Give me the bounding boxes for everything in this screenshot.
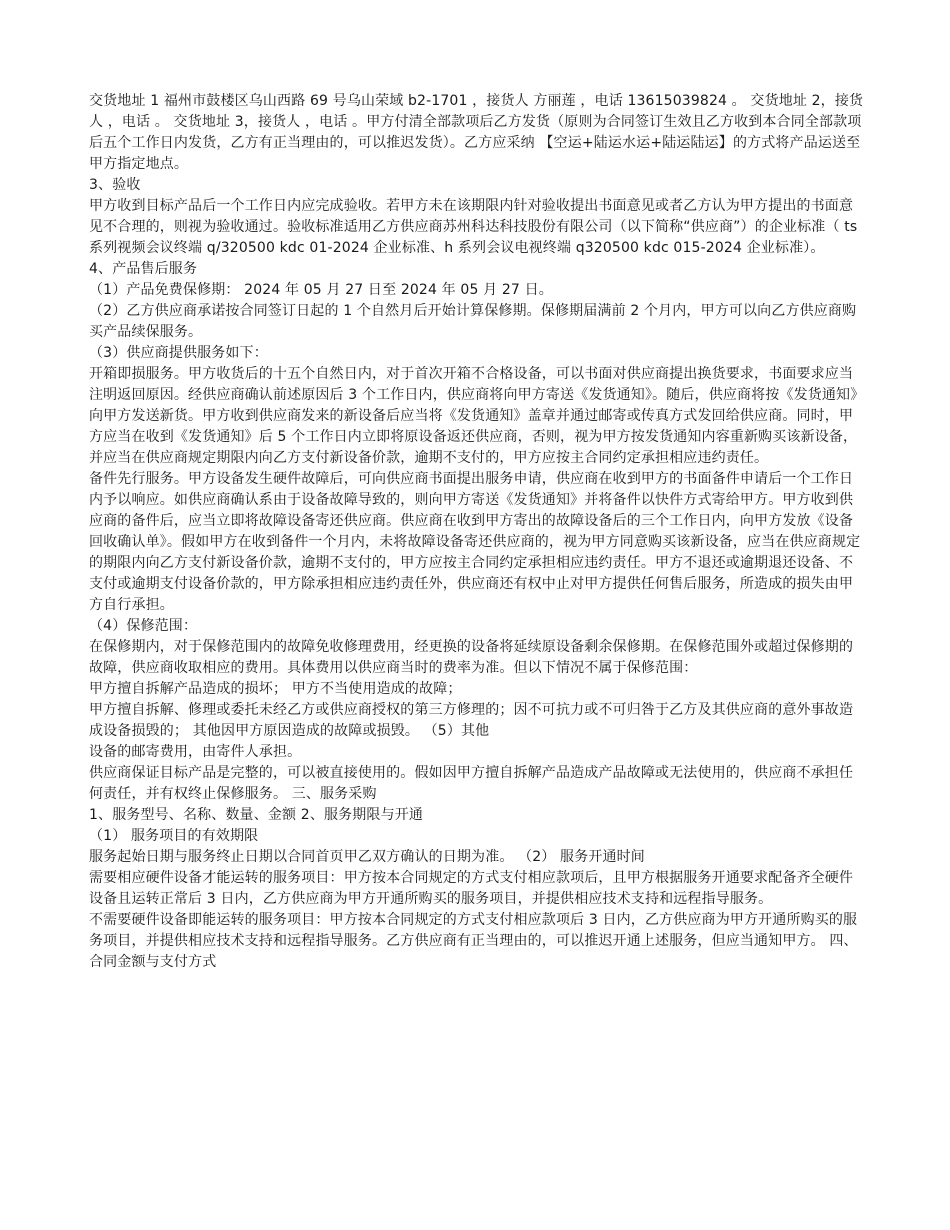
paragraph-warranty-period: （1）产品免费保修期： 2024 年 05 月 27 日至 2024 年 05 月 27 日。 (89, 282, 553, 298)
heading-acceptance: 3、验收 (89, 177, 141, 193)
paragraph-delivery-address: 交货地址 1 福州市鼓楼区乌山西路 69 号乌山荣域 b2-1701 ，接货人 方丽莲 ，电话 13615039824 。 交货地址 2，接货人 ，电话 。 交货地址 3，接货人 ，电话 。甲方付清全部款项后乙方发货（原则为合同签订生效且乙方收到本合同全部款项后五个工作日内发货，乙方有正当理由的，可以推迟发货）。乙方应采纳 【空运+陆运水运+陆运陆运】的方式将产品运送至甲方指定地点。 (89, 93, 864, 172)
paragraph-acceptance: 甲方收到目标产品后一个工作日内应完成验收。若甲方未在该期限内针对验收提出书面意见或者乙方认为甲方提出的书面意见不合理的，则视为验收通过。验收标准适用乙方供应商苏州科达科技股份有限公司（以下简称“供应商”）的企业标准（ ts 系列视频会议终端 q/320500 kdc 01-2024 企业标准、h 系列会议电视终端 q320500 kdc 015-2024 企业标准）。 (89, 198, 858, 256)
paragraph-warranty-scope: 在保修期内，对于保修范围内的故障免收修理费用，经更换的设备将延续原设备剩余保修期。在保修范围外或超过保修期的故障，供应商收取相应的费用。具体费用以供应商当时的费率为准。但以下情况不属于保修范围： (89, 639, 854, 676)
paragraph-shipping-cost: 设备的邮寄费用，由寄件人承担。 (89, 744, 302, 760)
paragraph-warranty-start: （2）乙方供应商承诺按合同签订日起的 1 个自然月后开始计算保修期。保修期届满前 2 个月内，甲方可以向乙方供应商购买产品续保服务。 (89, 303, 857, 340)
paragraph-service-validity: （1） 服务项目的有效期限 (89, 828, 259, 844)
paragraph-service-model: 1、服务型号、名称、数量、金额 2、服务期限与开通 (89, 807, 424, 823)
paragraph-advance-replacement: 备件先行服务。甲方设备发生硬件故障后，可向供应商书面提出服务申请，供应商在收到甲方的书面备件申请后一个工作日内予以响应。如供应商确认系由于设备故障导致的，则向甲方寄送《发货通知》并将备件以快件方式寄给甲方。甲方收到供应商的备件后，应当立即将故障设备寄还供应商。供应商在收到甲方寄出的故障设备后的三个工作日内，向甲方发放《设备回收确认单》。假如甲方在收到备件一个月内，未将故障设备寄还供应商的，视为甲方同意购买该新设备，应当在供应商规定的期限内向乙方支付新设备价款，逾期不支付的，甲方应按主合同约定承担相应违约责任。甲方不退还或逾期退还设备、不支付或逾期支付设备价款的，甲方除承担相应违约责任外，供应商还有权中止对甲方提供任何售后服务，所造成的损失由甲方自行承担。 (89, 471, 861, 613)
paragraph-warranty-scope-heading: （4）保修范围： (89, 618, 198, 634)
paragraph-exclusions-2: 甲方擅自拆解、修理或委托未经乙方或供应商授权的第三方修理的；因不可抗力或不可归咎于乙方及其供应商的意外事故造成设备损毁的； 其他因甲方原因造成的故障或损毁。 （5）其他 (89, 702, 854, 739)
paragraph-hardware-services: 需要相应硬件设备才能运转的服务项目：甲方按本合同规定的方式支付相应款项后，且甲方根据服务开通要求配备齐全硬件设备且运转正常后 3 日内，乙方供应商为甲方开通所购买的服务项目，并提供相应技术支持和远程指导服务。 (89, 870, 854, 907)
paragraph-integrity: 供应商保证目标产品是完整的，可以被直接使用的。假如因甲方擅自拆解产品造成产品故障或无法使用的，供应商不承担任何责任，并有权终止保修服务。 三、服务采购 (89, 765, 854, 802)
paragraph-service-dates: 服务起始日期与服务终止日期以合同首页甲乙双方确认的日期为准。 （2） 服务开通时间 (89, 849, 645, 865)
paragraph-services-intro: （3）供应商提供服务如下： (89, 345, 268, 361)
paragraph-exclusions-1: 甲方擅自拆解产品造成的损坏； 甲方不当使用造成的故障； (89, 681, 462, 697)
paragraph-no-hardware-services: 不需要硬件设备即能运转的服务项目：甲方按本合同规定的方式支付相应款项后 3 日内，乙方供应商为甲方开通所购买的服务项目，并提供相应技术支持和远程指导服务。乙方供应商有正当理由的，可以推迟开通上述服务，但应当通知甲方。 四、合同金额与支付方式 (89, 912, 858, 970)
paragraph-doa-service: 开箱即损服务。甲方收货后的十五个自然日内，对于首次开箱不合格设备，可以书面对供应商提出换货要求，书面要求应当注明返回原因。经供应商确认前述原因后 3 个工作日内，供应商将向甲方寄送《发货通知》。随后，供应商将按《发货通知》向甲方发送新货。甲方收到供应商发来的新设备后应当将《发货通知》盖章并通过邮寄或传真方式发回给供应商。同时，甲方应当在收到《发货通知》后 5 个工作日内立即将原设备返还供应商，否则，视为甲方按发货通知内容重新购买该新设备，并应当在供应商规定期限内向乙方支付新设备价款，逾期不支付的，甲方应按主合同约定承担相应违约责任。 (89, 366, 858, 466)
document-body (89, 91, 864, 973)
heading-after-sales: 4、产品售后服务 (89, 261, 198, 277)
